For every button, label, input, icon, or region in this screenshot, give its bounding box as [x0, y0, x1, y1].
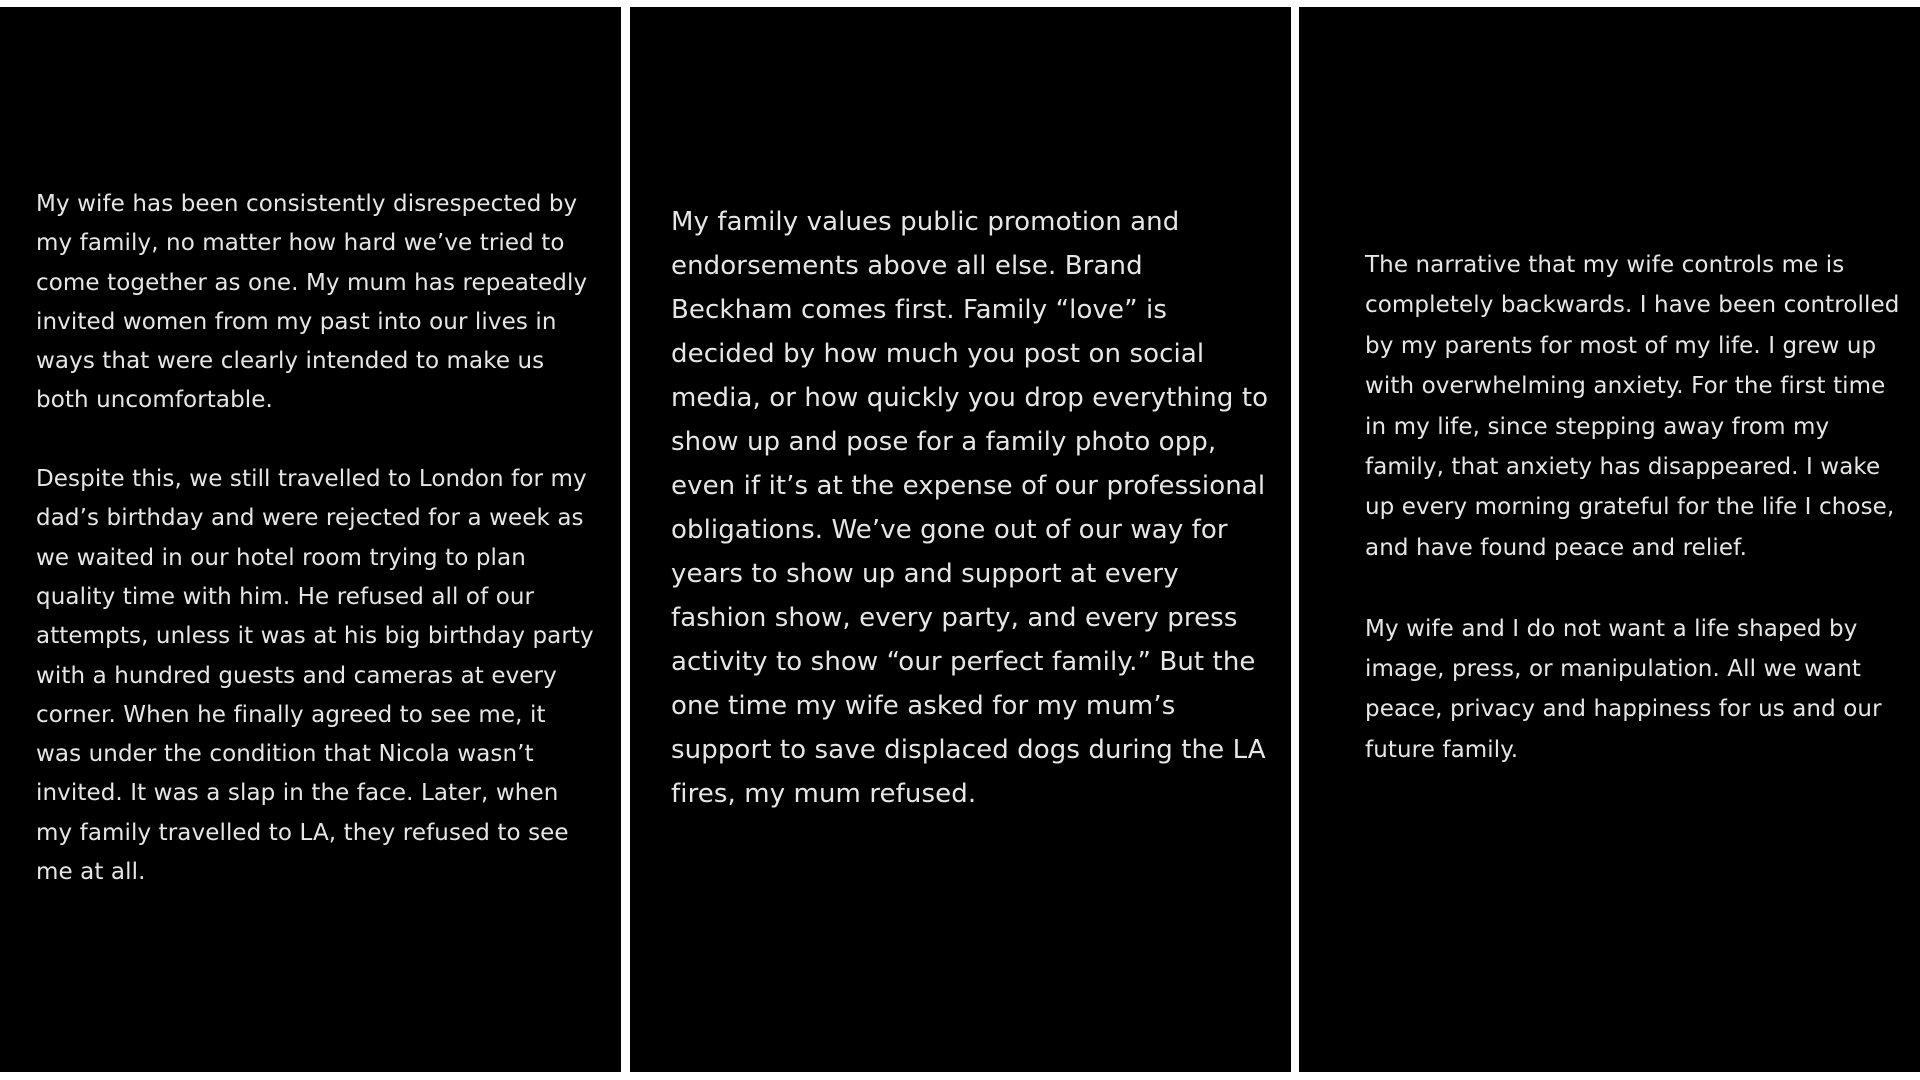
paragraph: My wife and I do not want a life shaped by image, press, or manipulation. All we want peace, privacy and happiness for us and our future family.: [1365, 615, 1882, 763]
story-text-1: [36, 185, 596, 892]
story-panel-2: [630, 7, 1291, 1072]
paragraph: My wife has been consistently disrespected by my family, no matter how hard we’ve tried to come together as one. My mum has repeatedly invited women from my past into our lives in ways that were clearly intended to make us both uncomfortable.: [36, 191, 588, 414]
story-text-3: [1365, 245, 1905, 770]
story-text-2: [671, 200, 1271, 816]
paragraph: Despite this, we still travelled to London for my dad’s birthday and were rejected for a week as we waited in our hotel room trying to plan quality time with him. He refused all of our attempts, unless it was at his big birthday party with a hundred guests and cameras at every corner. When he finally agreed to see me, it was under the condition that Nicola wasn’t invited. It was a slap in the face. Later, when my family travelled to LA, they refused to see me at all.: [36, 466, 594, 886]
story-panel-1: [0, 7, 621, 1072]
story-panel-3: [1299, 7, 1920, 1072]
paragraph: My family values public promotion and endorsements above all else. Brand Beckham comes first. Family “love” is decided by how much you post on social media, or how quickly you drop everything to show up and pose for a family photo opp, even if it’s at the expense of our professional obligations. We’ve gone out of our way for years to show up and support at every fashion show, every party, and every press activity to show “our perfect family.” But the one time my wife asked for my mum’s support to save displaced dogs during the LA fires, my mum refused.: [671, 207, 1269, 809]
paragraph: The narrative that my wife controls me is completely backwards. I have been controlled by my parents for most of my life. I grew up with overwhelming anxiety. For the first time in my life, since stepping away from my family, that anxiety has disappeared. I wake up every morning grateful for the life I chose, and have found peace and relief.: [1365, 252, 1900, 561]
